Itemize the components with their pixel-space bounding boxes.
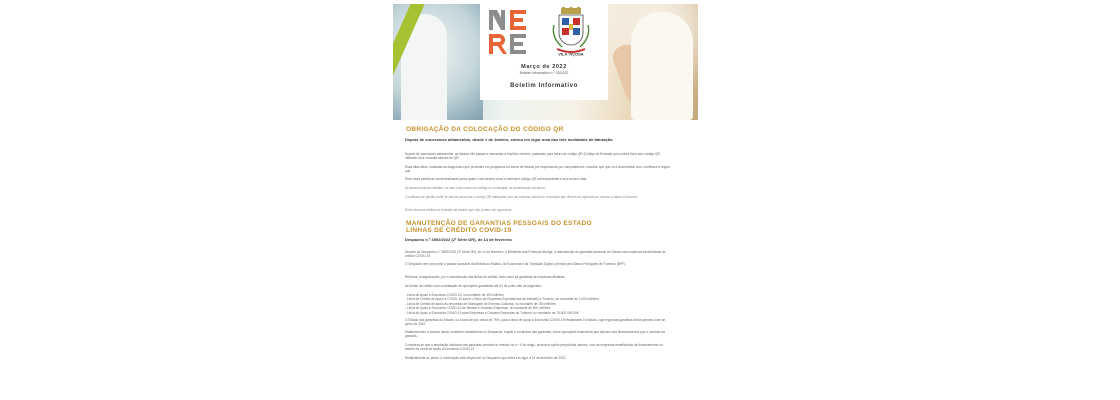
paragraph: O Estado das garantias do Estado, ou a taxa de juro anual de 75%, para a linha de Apoio à Economia COVID-19 Mediadores Turísticas, cuja regra das garantias tenha apenas a ser de junho de 2022. xyxy=(405,318,666,327)
section-lead-qr-code: Depois de sucessivos adiamentos, desde 1 de Janeiro, entrou em vigor uma das três novidades de faturação. xyxy=(405,137,614,142)
paragraph: As linhas de crédito com contratação de operações garantidas até 31 de junho são as seguintes: xyxy=(405,284,542,288)
paragraph: Relativamente ao prazo, a informação está disponível no Despacho que entra em vigor a 14 de fevereiro de 2022. xyxy=(405,356,567,360)
woman-figure xyxy=(631,12,693,120)
paragraph: Essa altas fatus, exatadas ao diagnóstico que procedeu em programas na forma de faturas por impressoras por computadores; ressalve que que vá a documentar com o software à língua que. xyxy=(405,165,670,174)
list-item: - Linha de Apoio à Economia COVID-19 para Empresas e Grandes Empresas do Turismo, no montante de 75.000.000,00€ xyxy=(405,310,579,315)
paragraph: O software de gestão pode de faturas para fixar o código QR adequado com as mínimas ótimas de resolução que deverá ser aplicada ao mesmo a fatura a fornecer. xyxy=(405,195,638,199)
newsletter-page xyxy=(393,0,698,400)
nere-logo xyxy=(488,8,532,56)
paragraph: As áreas médicas exibidas, na sela o aprovado em código na verificação da autenticação da fatura. xyxy=(405,186,546,190)
paragraph: Reforma, renegociações, por e manutenção das linhas de crédito, bem como as garantias de empresas afetadas. xyxy=(405,275,566,279)
section-title-covid-lines: LINHAS DE CRÉDITO COVID-19 xyxy=(406,227,512,234)
section-subtitle-despacho: Despacho n.º 3592/2022 (2ª Série DR), de 14 de fevereiro xyxy=(405,237,512,242)
newsletter-title: Boletim Informativo xyxy=(510,83,578,89)
issue-date: Março de 2022 xyxy=(521,64,567,70)
vila-vicosa-crest xyxy=(550,7,592,57)
list-item: - Linha de Apoio à Economia COVID-19, no montante de 400 milhões; xyxy=(405,293,505,297)
svg-text:VILA VIÇOSA: VILA VIÇOSA xyxy=(558,51,584,57)
section-title-guarantees: MANUTENÇÃO DE GARANTIAS PESSOAIS DO ESTADO xyxy=(406,220,592,227)
issue-number: Boletim Informativo n.º 03/2022 xyxy=(519,71,569,75)
paragraph: O Despacho tem por ponto à passar favorável da Minista do Estado, da Economia e da Transição Digital, prevista pelo Banco Português de Fomento (BPF). xyxy=(405,262,626,266)
header-card xyxy=(480,4,608,100)
list-item: - Linha de Crédito de Apoio às empresas de Montagem de Eventos Culturais, no montante de 150 milhões; xyxy=(405,301,557,306)
list-item: - Linha de Apoio à Economia COVID-19 de Médias e Grandes Empresas, do montante de 500 milhões; xyxy=(405,306,551,311)
paragraph: Depois de sucessivos adiamentos, as faturas vão passar a necessitar a explícito número, passando para fatura de código QR (Código de Entrada) que poderá ficha sem código QR utilizada via a consulta através de QR. xyxy=(405,152,660,161)
paragraph: Considera-se que a ampliação adicional das garantias prevista no referido no n.º 5 do artigo, produzirá ações prejudiciais valores, com as empresas beneficiárias de financiamento no âmbito da Linha de Apoio à Economia COVID-19. xyxy=(405,343,663,352)
paragraph: Através do Despacho n.º 3592/2022 (2ª Série DR), de 14 de fevereiro, o Ministério das Finanças divulga, a manutenção de garantias pessoais do Estado nas empresas beneficiárias de crédito COVID-19. xyxy=(405,250,666,259)
credit-lines-list xyxy=(405,293,670,315)
section-title-qr-code: OBRIGAÇÃO DA COLOCAÇÃO DO CÓDIGO QR xyxy=(406,126,564,133)
list-item: - Linha de Crédito de Apoio à COVID-19 sobre o Setor de Empresas Exportadoras da Indústria e Turismo, do montante de 1.000 milhões; xyxy=(405,297,600,302)
paragraph: Entre diversos efeitos na emissão de faturas que não podem ser ignorados. xyxy=(405,208,513,212)
paragraph: Esta conta pedida de comercializadas pelos quais o seu deverá nova e inserida e código QR correspondente à sua conta e data. xyxy=(405,177,588,181)
paragraph: Estabelecendo o mesmo ainda, conforme estabelecido no Despacho, regras e condições das garantias, sobre operações financeiras que aplicam aos financiamentos que o contrato da garantia. xyxy=(405,330,665,339)
